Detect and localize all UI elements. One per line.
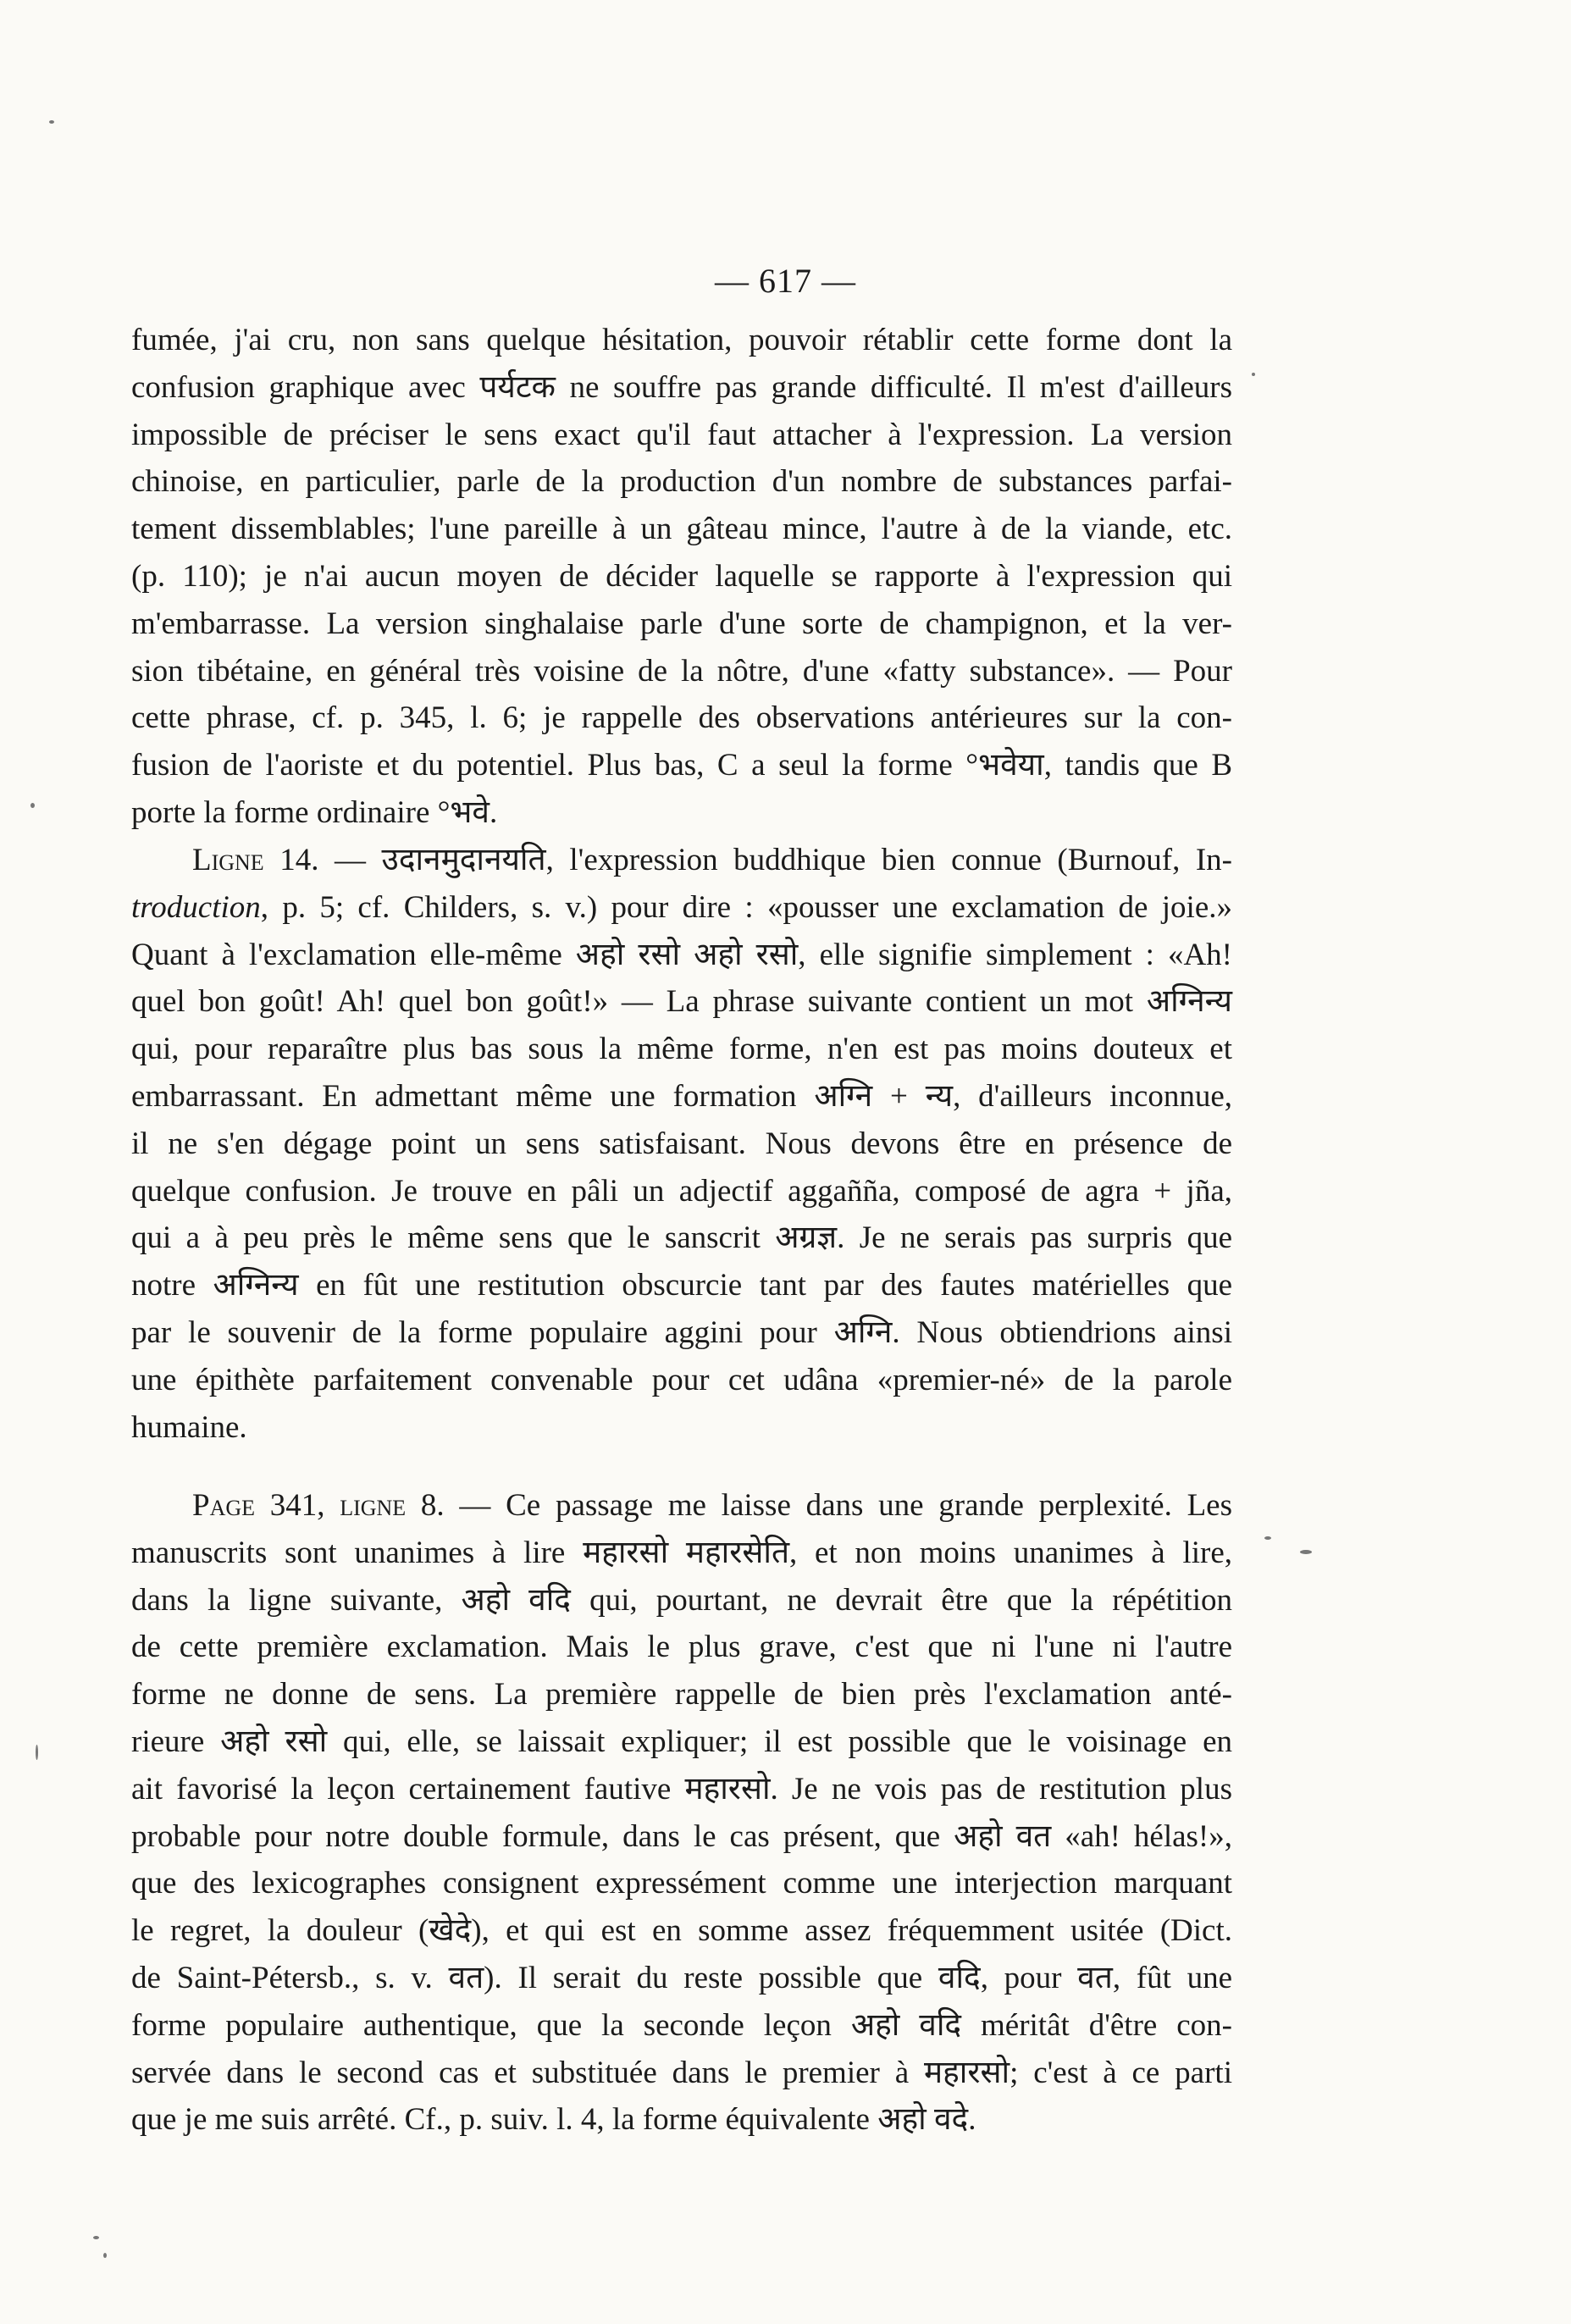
text-fragment: — Ce passage me laisse dans une grande perplexité. Les [459, 1488, 1232, 1523]
text-line: cette phrase, cf. p. 345, l. 6; je rappelle des observations antérieures sur la con- [131, 700, 1232, 736]
text-line: fumée, j'ai cru, non sans quelque hésitation, pouvoir rétablir cette forme dont la [131, 323, 1232, 357]
scan-speck [103, 2253, 107, 2258]
text-line: chinoise, en particulier, parle de la production d'un nombre de substances parfai- [131, 464, 1232, 500]
text-line: rieure अहो रसो qui, elle, se laissait expliquer; il est possible que le voisinage en [131, 1724, 1232, 1759]
italic-fragment: troduction [131, 889, 261, 925]
text-line: impossible de préciser le sens exact qu'il faut attacher à l'expression. La version [131, 417, 1232, 452]
text-line: probable pour notre double formule, dans le cas présent, que अहो वत «ah! hélas!», [131, 1818, 1232, 1854]
text-line: de cette première exclamation. Mais le plus grave, c'est que ni l'une ni l'autre [131, 1630, 1232, 1665]
text-line: que des lexicographes consignent expressément comme une interjection marquant [131, 1866, 1232, 1901]
text-fragment: , p. 5; cf. Childers, s. v.) pour dire : «pousser une exclamation de joie.» [260, 889, 1232, 925]
text-line: fusion de l'aoriste et du potentiel. Plus bas, C a seul la forme °भवेया, tandis que B [131, 748, 1232, 783]
scan-speck [1252, 373, 1255, 376]
text-line: m'embarrasse. La version singhalaise parle d'une sorte de champignon, et la ver- [131, 606, 1232, 641]
text-line: forme populaire authentique, que la seconde leçon अहो वदि méritât d'être con- [131, 2007, 1232, 2043]
text-line: de Saint-Pétersb., s. v. वत). Il serait du reste possible que वदि, pour वत, fût une [131, 1960, 1232, 1995]
text-line: une épithète parfaitement convenable pour cet udâna «premier-né» de la parole [131, 1362, 1232, 1397]
scan-speck [49, 120, 54, 124]
scan-speck [1300, 1550, 1312, 1554]
text-line: embarrassant. En admettant même une formation अग्नि + न्य, d'ailleurs inconnue, [131, 1078, 1232, 1114]
text-line: qui, pour reparaître plus bas sous la même forme, n'en est pas moins douteux et [131, 1032, 1232, 1067]
text-line: servée dans le second cas et substituée dans le premier à महारसो; c'est à ce parti [131, 2055, 1232, 2090]
text-line: quel bon goût! Ah! quel bon goût!» — La phrase suivante contient un mot अग्निन्य [131, 984, 1232, 1020]
text-line: humaine. [131, 1409, 247, 1445]
paragraph-3 [131, 1482, 1232, 2144]
text-line: Quant à l'exclamation elle-même अहो रसो अहो रसो, elle signifie simplement : «Ah! [131, 937, 1232, 972]
scan-speck [93, 2236, 99, 2239]
text-line [131, 837, 1232, 884]
paragraph-1 [131, 317, 1232, 837]
text-line: dans la ligne suivante, अहो वदि qui, pourtant, ne devrait être que la répétition [131, 1582, 1232, 1618]
text-line: tement dissemblables; l'une pareille à un gâteau mince, l'autre à de la viande, etc. [131, 512, 1232, 547]
text-line: forme ne donne de sens. La première rappelle de bien près l'exclamation anté- [131, 1677, 1232, 1713]
text-line: que je me suis arrêté. Cf., p. suiv. l. 4, la forme équivalente अहो वदे. [131, 2102, 976, 2138]
text-line: confusion graphique avec पर्यटक ne souffre pas grande difficulté. Il m'est d'ailleurs [131, 369, 1232, 405]
paragraph-2 [131, 837, 1232, 1451]
scan-speck [1264, 1536, 1271, 1540]
text-fragment: — उदानमुदानयति, l'expression buddhique bien connue (Burnouf, In- [335, 843, 1232, 877]
page-line-label: Page 341, ligne 8. [192, 1488, 445, 1523]
line-label: Ligne 14. [192, 843, 319, 877]
text-line: (p. 110); je n'ai aucun moyen de décider laquelle se rapporte à l'expression qui [131, 558, 1232, 594]
text-line: ait favorisé la leçon certainement fautive महारसो. Je ne vois pas de restitution plus [131, 1771, 1232, 1807]
page-number: — 617 — [715, 262, 856, 300]
text-line: il ne s'en dégage point un sens satisfaisant. Nous devons être en présence de [131, 1126, 1232, 1161]
text-line: manuscrits sont unanimes à lire महारसो महारसेति, et non moins unanimes à lire, [131, 1535, 1232, 1570]
text-line: porte la forme ordinaire °भवे. [131, 794, 498, 830]
text-line: par le souvenir de la forme populaire aggini pour अग्नि. Nous obtiendrions ainsi [131, 1314, 1232, 1350]
text-line [131, 884, 1232, 932]
text-line: qui a à peu près le même sens que le sanscrit अग्रज्ञ. Je ne serais pas surpris que [131, 1220, 1232, 1256]
text-line: quelque confusion. Je trouve en pâli un adjectif aggañña, composé de agra + jña, [131, 1173, 1232, 1209]
scan-speck [36, 1745, 38, 1760]
scan-speck [30, 803, 35, 808]
text-line: le regret, la douleur (खेदे), et qui est en somme assez fréquemment usitée (Dict. [131, 1913, 1232, 1949]
text-line [131, 1482, 1232, 1530]
text-line: notre अग्निन्य en fût une restitution obscurcie tant par des fautes matérielles que [131, 1268, 1232, 1303]
text-line: sion tibétaine, en général très voisine de la nôtre, d'une «fatty substance». — Pour [131, 653, 1232, 689]
